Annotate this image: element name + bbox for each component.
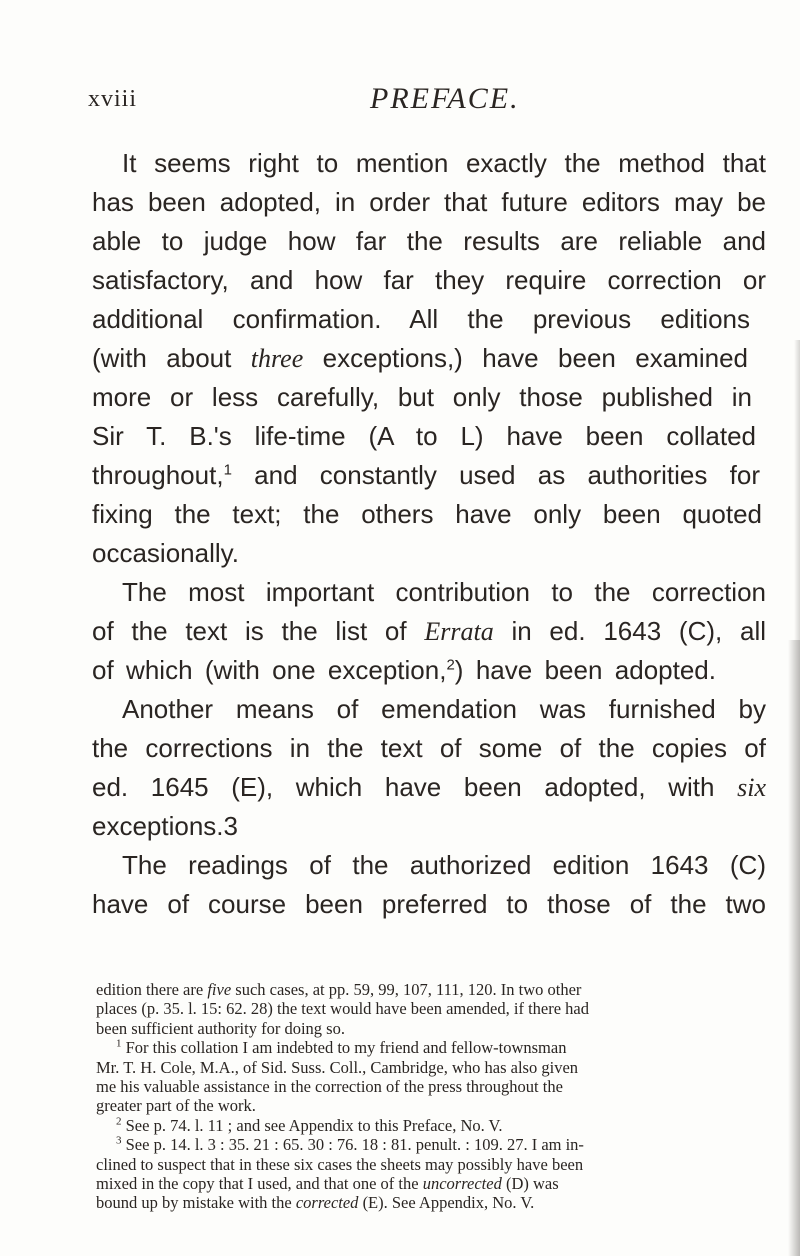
footnote-line: edition there are five such cases, at pp. 59, 99, 107, 111, 120. In two other	[96, 980, 582, 999]
text-line: additional confirmation. All the previous editions	[92, 304, 750, 334]
text-line: The readings of the authorized edition 1643 (C)	[122, 850, 766, 880]
text-line: Sir T. B.'s life-time (A to L) have been collated	[92, 421, 756, 451]
footnote-line: me his valuable assistance in the correction of the press throughout the	[96, 1077, 563, 1097]
text-line: able to judge how far the results are reliable and	[92, 226, 766, 256]
footnote-ref: 1	[223, 461, 232, 479]
footnote-marker: 1	[116, 1038, 122, 1050]
text-line: of which (with one exception,$^2$) have been adopted.	[92, 655, 716, 685]
emphasis-text: six	[737, 773, 766, 802]
text-line: ed. 1645 (E), which have been adopted, with six	[92, 772, 766, 802]
page-header	[88, 82, 558, 122]
text-line: satisfactory, and how far they require correction or	[92, 265, 766, 295]
text-line: It seems right to mention exactly the method that	[122, 148, 766, 178]
page-gutter-shadow	[794, 340, 800, 640]
footnote-line: places (p. 35. l. 15: 62. 28) the text would have been amended, if there had	[96, 999, 590, 1019]
text-line: occasionally.	[92, 538, 239, 568]
emphasis-text: three	[250, 344, 304, 373]
footnote-line: $^1$ For this collation I am indebted to my friend and fellow-townsman	[116, 1038, 567, 1058]
footnote-marker: 2	[116, 1115, 122, 1128]
footnote-line: clined to suspect that in these six cases the sheets may possibly have been	[96, 1154, 584, 1174]
footnote-line: $^3$ See p. 14. l. 3 : 35. 21 : 65. 30 : 76. 18 : 81. penult. : 109. 27. I am in-	[116, 1135, 584, 1155]
footnote-marker: 3	[116, 1135, 122, 1147]
emphasis-text: corrected	[295, 1193, 359, 1213]
text-line: has been adopted, in order that future editors may be	[92, 187, 766, 217]
footnote-ref: 2	[446, 656, 455, 674]
page-gutter-shadow	[788, 640, 800, 1256]
main-paragraphs	[92, 144, 792, 924]
running-title: PREFACE.	[370, 82, 520, 115]
footnote-line: greater part of the work.	[96, 1096, 256, 1116]
footnote-line: been sufficient authority for doing so.	[96, 1018, 345, 1038]
text-line: more or less carefully, but only those published in	[92, 382, 752, 412]
footnotes	[96, 980, 792, 1213]
text-line: Another means of emendation was furnished by	[122, 694, 766, 724]
text-line: of the text is the list of Errata in ed. 1643 (C), all	[92, 616, 766, 646]
emphasis-text: five	[207, 980, 232, 999]
footnote-line: $^2$ See p. 74. l. 11 ; and see Appendix to this Preface, No. V.	[116, 1115, 503, 1135]
emphasis-text: uncorrected	[422, 1174, 502, 1194]
footnote-line: mixed in the copy that I used, and that one of the uncorrected (D) was	[96, 1174, 559, 1194]
text-line: fixing the text; the others have only been quoted	[92, 499, 762, 529]
text-line: throughout,$^1$ and constantly used as authorities for	[92, 460, 760, 490]
page-number: xviii	[88, 86, 138, 112]
text-line: exceptions.3	[92, 811, 238, 841]
emphasis-text: Errata	[424, 617, 494, 646]
text-line: (with about three exceptions,) have been examined	[92, 343, 748, 373]
footnote-line: Mr. T. H. Cole, M.A., of Sid. Suss. Coll., Cambridge, who has also given	[96, 1057, 579, 1077]
text-line: the corrections in the text of some of the copies of	[92, 733, 766, 763]
footnote-line: bound up by mistake with the corrected (E). See Appendix, No. V.	[96, 1193, 535, 1213]
text-line: The most important contribution to the correction	[122, 577, 766, 607]
text-line: have of course been preferred to those of the two	[92, 889, 766, 919]
